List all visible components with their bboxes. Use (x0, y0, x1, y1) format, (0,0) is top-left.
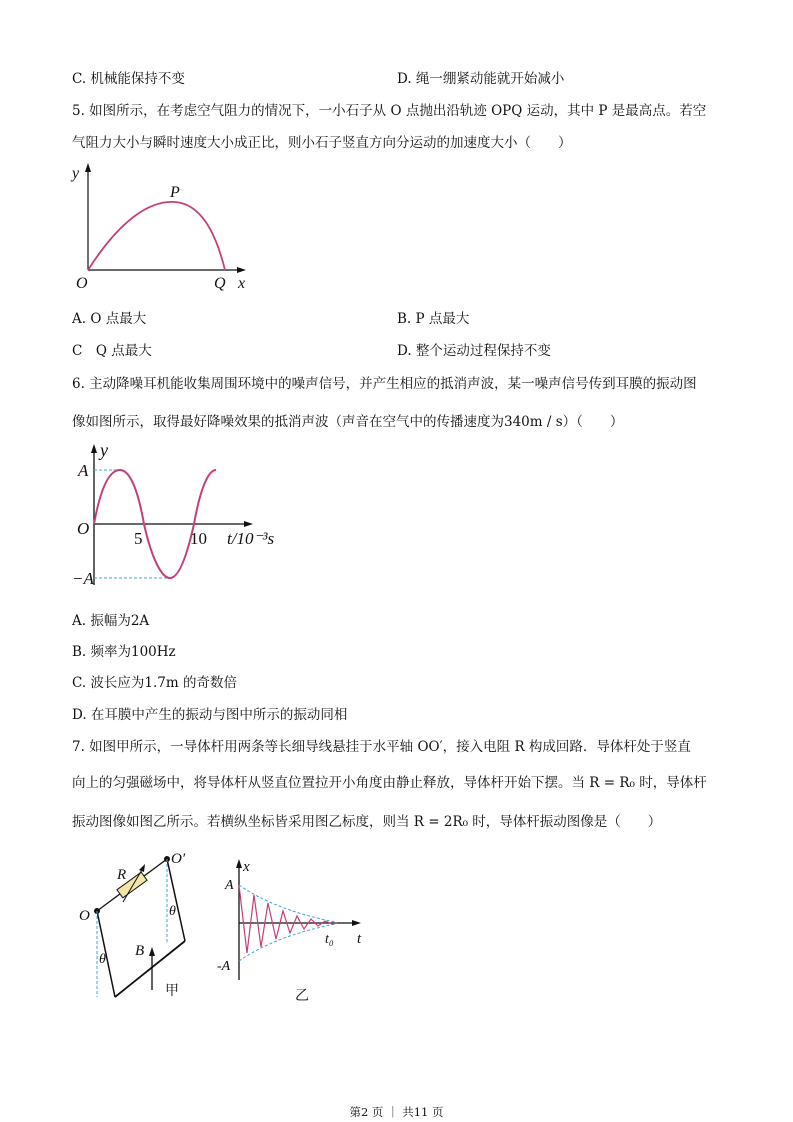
q6-option-c: C. 波长应为1.7m 的奇数倍 (72, 675, 237, 691)
figure-mark (149, 947, 155, 956)
q7-text-3: 振动图像如图乙所示。若横纵坐标皆采用图乙标度，则当 R = 2R₀ 时，导体杆振动图像是（ ） (72, 814, 662, 830)
figure-label: O (79, 908, 90, 924)
q6-option-a: A. 振幅为2A (72, 613, 150, 629)
figure-label: 甲 (165, 984, 179, 999)
figure-label: 10 (190, 529, 207, 548)
figure-label: −A (72, 569, 94, 588)
q5-text-2: 气阻力大小与瞬时速度大小成正比，则小石子竖直方向分运动的加速度大小（ ） (72, 135, 572, 151)
figure-label: y (100, 440, 108, 460)
figure-mark (85, 163, 91, 172)
q7-text-2: 向上的匀强磁场中，将导体杆从竖直位置拉开小角度由静止释放，导体杆开始下摆。当 R = R₀ 时，导体杆 (72, 775, 707, 791)
q5-text-1: 5. 如图所示，在考虑空气阻力的情况下，一小石子从 O 点抛出沿轨迹 OPQ 运动，其中 P 是最高点。若空 (72, 103, 707, 119)
point-p-label: P (170, 184, 180, 201)
figure-mark (167, 859, 185, 941)
q6-option-d: D. 在耳膜中产生的振动与图中所示的振动同相 (72, 707, 348, 723)
figure-label: x (243, 859, 250, 875)
option-c-prev: C. 机械能保持不变 (72, 71, 185, 87)
figure-label: t₀ (325, 932, 334, 947)
figure-label: t/10⁻³s (227, 529, 275, 548)
figure-mark (239, 924, 335, 961)
q7-figure-yi (215, 855, 375, 1005)
q7-text-1: 7. 如图甲所示，一导体杆用两条等长细导线悬挂于水平轴 OO′，接入电阻 R 构成回路．导体杆处于竖直 (72, 739, 691, 755)
q5-option-d: D. 整个运动过程保持不变 (397, 343, 551, 359)
figure-label: 乙 (295, 989, 309, 1004)
q5-option-b: B. P 点最大 (397, 311, 470, 327)
figure-label: A (225, 878, 234, 893)
figure-label: O′ (171, 851, 186, 867)
figure-label: B (135, 943, 145, 959)
trajectory-curve (88, 202, 225, 270)
figure-mark (352, 920, 361, 926)
figure-mark (91, 444, 97, 453)
q6-text-1: 6. 主动降噪耳机能收集周围环境中的噪声信号，并产生相应的抵消声波，某一噪声信号传到耳膜的振动图 (72, 376, 697, 392)
option-d-prev: D. 绳一绷紧动能就开始减小 (397, 71, 565, 87)
figure-label: θ (169, 904, 176, 919)
figure-mark (139, 864, 145, 872)
x-axis-label: x (238, 275, 246, 292)
figure-label: θ (99, 952, 106, 967)
figure-mark (244, 521, 253, 527)
origin-label: O (76, 275, 88, 292)
q5-option-c: C Q 点最大 (72, 343, 152, 359)
point-q-label: Q (214, 275, 226, 292)
figure-label: O (77, 519, 90, 538)
figure-label: -A (217, 959, 231, 974)
q6-text-2: 像如图所示，取得最好降噪效果的抵消声波（声音在空气中的传播速度为340m / s）（ ） (72, 414, 624, 430)
y-axis-label: y (72, 165, 80, 182)
q5-trajectory-figure (70, 160, 260, 295)
page-footer: 第2 页 ｜ 共11 页 (349, 1105, 444, 1119)
figure-label: R (117, 867, 127, 883)
q7-figure-jia (75, 845, 205, 1005)
figure-label: A (78, 461, 89, 480)
figure-label: t (357, 931, 362, 947)
figure-mark (236, 859, 242, 868)
q5-option-a: A. O 点最大 (72, 311, 147, 327)
q6-option-b: B. 频率为100Hz (72, 644, 176, 660)
figure-label: 5 (134, 529, 143, 548)
figure-mark (237, 267, 246, 273)
q6-vibration-figure (72, 440, 292, 595)
